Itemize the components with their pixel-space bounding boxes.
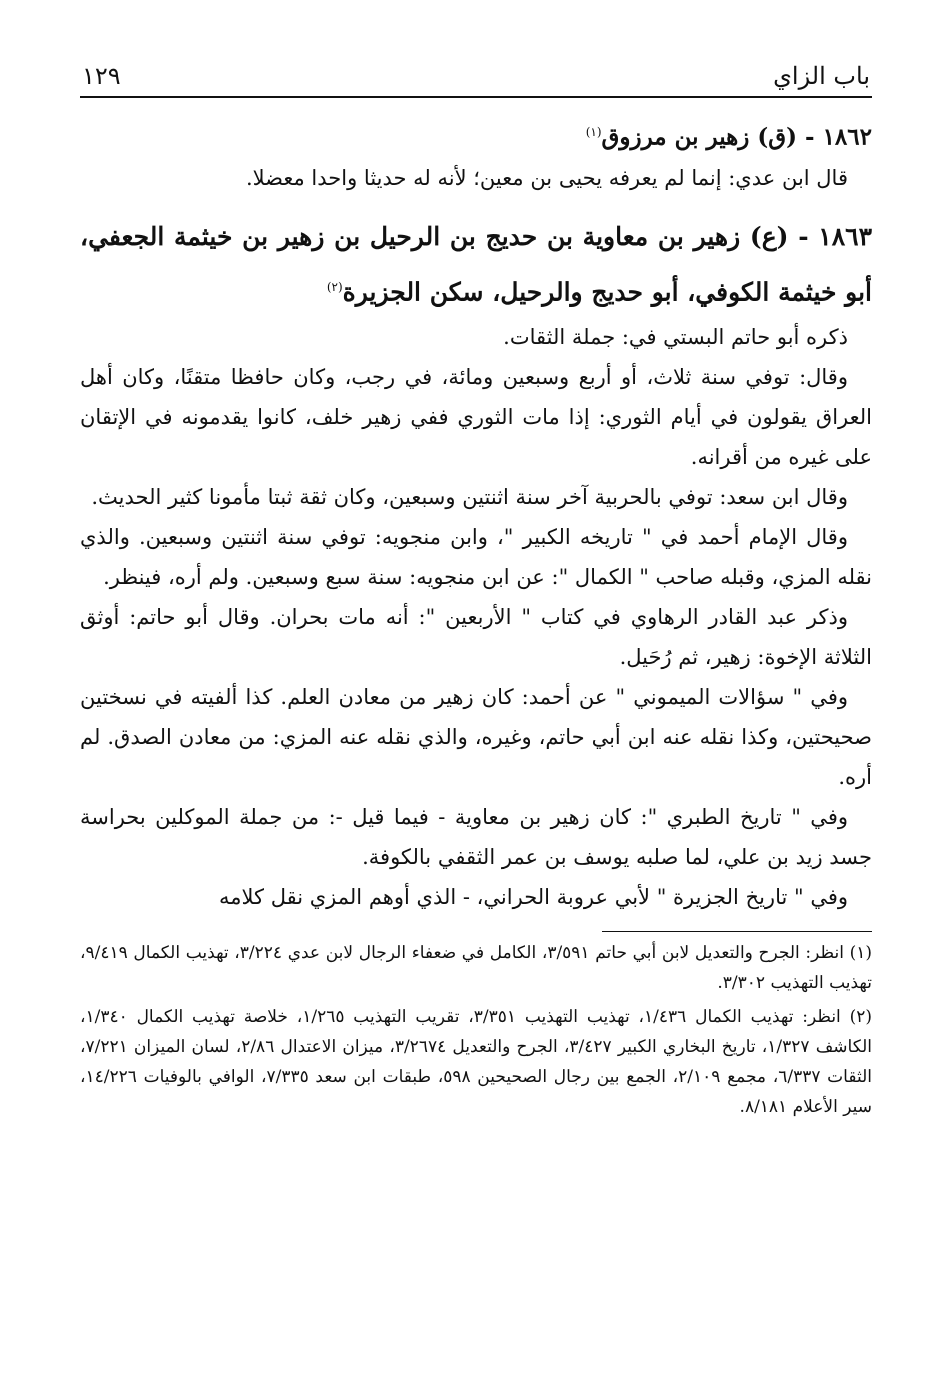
entry-title-1862 [80, 112, 872, 158]
paragraph: وذكر عبد القادر الرهاوي في كتاب " الأربعين ": أنه مات بحران. وقال أبو حاتم: أوثق الثلاثة الإخوة: زهير، ثم رُحَيل. [80, 604, 872, 669]
paragraph: وفي " تاريخ الطبري ": كان زهير بن معاوية - فيما قيل -: من جملة الموكلين بحراسة جسد زيد بن علي، لما صلبه يوسف بن عمر الثقفي بالكوفة. [80, 804, 872, 869]
chapter-title: باب الزاي [773, 62, 870, 90]
footnotes [80, 938, 872, 1122]
page-number: ١٢٩ [82, 62, 121, 90]
footnote-1: (١) انظر: الجرح والتعديل لابن أبي حاتم ٣/٥٩١، الكامل في ضعفاء الرجال لابن عدي ٣/٢٢٤، تهذيب الكمال ٩/٤١٩، تهذيب التهذيب ٣/٣٠٢. [80, 942, 872, 993]
footnote-ref: (٢) [326, 279, 343, 294]
paragraph: وقال: توفي سنة ثلاث، أو أربع وسبعين ومائة، في رجب، وكان حافظا متقنًا، وكان أهل العراق يقولون في أيام الثوري: إذا مات الثوري ففي زهير خلف، كانوا يقدمونه في الإتقان على غيره من أقرانه. [80, 364, 872, 469]
paragraph: وقال ابن سعد: توفي بالحربية آخر سنة اثنتين وسبعين، وكان ثقة ثبتا مأمونا كثير الحديث. [91, 484, 848, 509]
entry-title-text: ١٨٦٢ - (ق) زهير بن مرزوق [601, 123, 872, 151]
paragraph: ذكره أبو حاتم البستي في: جملة الثقات. [503, 324, 848, 349]
footnote-ref: (١) [585, 125, 602, 139]
paragraph: وفي " سؤالات الميموني " عن أحمد: كان زهير من معادن العلم. كذا ألفيته في نسختين صحيحتين، وكذا نقله عنه ابن أبي حاتم، وغيره، والذي نقله عنه المزي: من معادن الصدق. لم أره. [80, 684, 872, 789]
running-header [80, 50, 872, 98]
footnote-separator [602, 931, 872, 932]
entry-title-text: ١٨٦٣ - (ع) زهير بن معاوية بن حديج بن الرحيل بن زهير بن خيثمة الجعفي، أبو خيثمة الكوفي، أبو حديج والرحيل، سكن الجزيرة [80, 221, 872, 306]
paragraph: قال ابن عدي: إنما لم يعرفه يحيى بن معين؛ لأنه له حديثا واحدا معضلا. [245, 165, 848, 190]
document-page [80, 50, 872, 1350]
footnote-2: (٢) انظر: تهذيب الكمال ١/٤٣٦، تهذيب التهذيب ٣/٣٥١، تقريب التهذيب ١/٢٦٥، خلاصة تهذيب الكمال ١/٣٤٠، الكاشف ١/٣٢٧، تاريخ البخاري الكبير ٣/٤٢٧، الجرح والتعديل ٣/٢٦٧٤، ميزان الاعتدال ٢/٨٦، لسان الميزان ٧/٢٢١، الثقات ٦/٣٣٧، مجمع ٢/١٠٩، الجمع بين رجال الصحيحين ٥٩٨، طبقات ابن سعد ٧/٣٣٥، الوافي بالوفيات ١٤/٢٢٦، سير الأعلام ٨/١٨١. [80, 1006, 873, 1117]
entry-title-1863 [80, 212, 872, 317]
paragraph: وقال الإمام أحمد في " تاريخه الكبير "، وابن منجويه: توفي سنة اثنتين وسبعين. والذي نقله المزي، وقبله صاحب " الكمال ": عن ابن منجويه: سنة سبع وسبعين. ولم أره، فينظر. [80, 524, 872, 589]
main-text [80, 112, 872, 917]
paragraph: وفي " تاريخ الجزيرة " لأبي عروبة الحراني، - الذي أوهم المزي نقل كلامه [218, 884, 848, 909]
